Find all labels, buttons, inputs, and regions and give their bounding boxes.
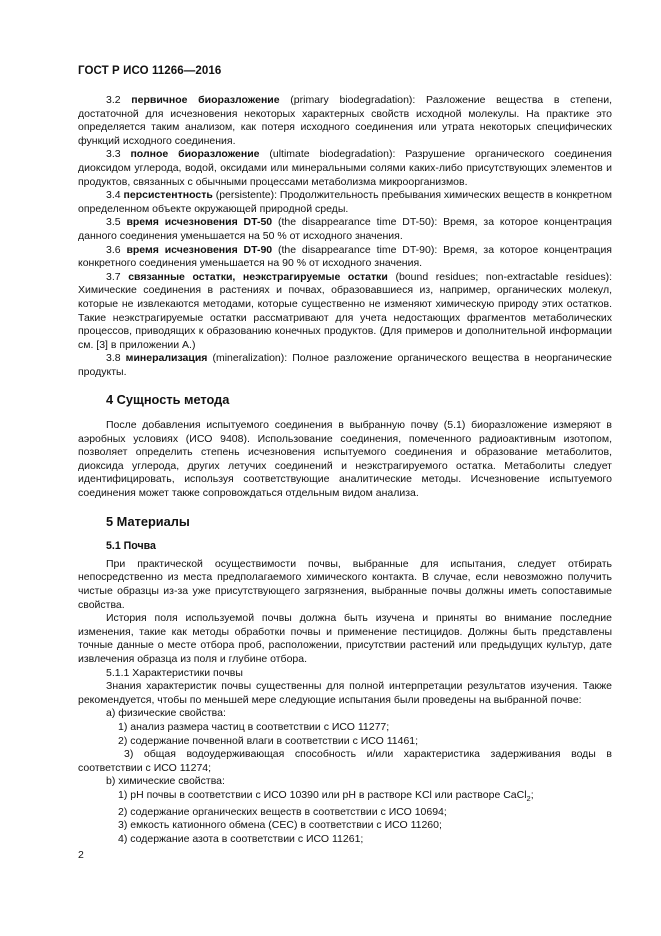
list-label-b: b) химические свойства:	[106, 775, 225, 788]
section-5-1-heading: 5.1 Почва	[106, 540, 156, 553]
definition-3-6: 3.6 время исчезновения DT-90 (the disappearance time DT-90): Время, за которое концентрация конкретного соединения уменьшается на 90 % от исходного значения.	[78, 243, 612, 270]
definition-3-7: 3.7 связанные остатки, неэкстрагируемые остатки (bound residues; non-extractable residues): Химические соединения в растениях и почвах, образовавшиеся из, например, органических молекул, которые не извлекаются методами, которые существенно не изменяют химическую природу этих остатков. Такие неэкстрагируемые остатки рассматривают для учета недостающих фрагментов метаболических процессов, приводящих к образованию конечных продуктов. (Для примеров и дополнительной информации см. [3] в приложении А.)	[78, 270, 612, 351]
list-item: 2) содержание почвенной влаги в соответствии с ИСО 11461;	[118, 734, 419, 747]
standard-designation: ГОСТ Р ИСО 11266—2016	[78, 65, 222, 77]
definition-3-2: 3.2 первичное биоразложение (primary biodegradation): Разложение вещества в степени, достаточной для исчезновения некоторых характерных свойств исходной молекулы. На практике это определяется таким анализом, как потеря исходного соединения или утрата некоторых специфических функций исходного соединения.	[78, 94, 612, 147]
section-4-text: После добавления испытуемого соединения в выбранную почву (5.1) биоразложение измеряют в аэробных условиях (ИСО 9408). Использование соединения, помеченного радиоактивным изотопом, позволяет определить степень исчезновения испытуемого соединения и образование метаболитов, диоксида углерода, других летучих соединений и неэкстрагируемого остатка. Метаболиты следует идентифицировать, используя соответствующие аналитические методы. Исчезновение испытуемого соединения может также сопровождаться отдельным видом анализа.	[78, 419, 612, 500]
term: время исчезновения DT-50	[126, 216, 273, 229]
page-number: 2	[78, 849, 84, 861]
term: первичное биоразложение	[131, 94, 280, 106]
list-item: 2) содержание органических веществ в соответствии с ИСО 10694;	[118, 805, 447, 818]
section-5-heading: 5 Материалы	[106, 513, 190, 529]
definition-3-4: 3.4 персистентность (persistente): Продолжительность пребывания химических веществ в конкретном определенном объекте окружающей природной среды.	[78, 189, 612, 215]
definition-3-5: 3.5 время исчезновения DT-50 (the disappearance time DT-50): Время, за которое концентрация данного соединения уменьшается на 50 % от исходного значения.	[78, 216, 612, 242]
list-label-a: а) физические свойства:	[106, 707, 226, 720]
term: связанные остатки, неэкстрагируемые остатки	[128, 270, 388, 283]
term: время исчезновения DT-90	[126, 243, 273, 256]
document-body	[78, 94, 612, 846]
list-item: 4) содержание азота в соответствии с ИСО 11261;	[118, 832, 364, 845]
section-5-1-1-heading: 5.1.1 Характеристики почвы	[106, 666, 243, 679]
paragraph: При практической осуществимости почвы, выбранные для испытания, следует отбирать непосредственно из места предполагаемого химического контакта. В случае, если невозможно получить чистые образцы из-за уже присутствующего загрязнения, выбранные почвы должны иметь сопоставимые свойства.	[78, 557, 612, 611]
list-item: 1) анализ размера частиц в соответствии с ИСО 11277;	[118, 720, 390, 733]
section-4-heading: 4 Сущность метода	[106, 392, 230, 408]
paragraph: История поля используемой почвы должна быть изучена и приняты во внимание последние изменения, такие как методы обработки почвы и применение пестицидов. Должны быть представлены точные данные о месте отбора проб, расположении, присутствии растений или предыдущих культур, дате извлечения образца из поля и глубине отбора.	[78, 612, 612, 665]
term: персистентность	[123, 189, 213, 202]
definition-3-8: 3.8 минерализация (mineralization): Полное разложение органического вещества в неорганические продукты.	[78, 352, 613, 378]
list-item: 1) pH почвы в соответствии с ИСО 10390 или pH в растворе KCl или растворе CaCl$_2$;	[118, 788, 534, 803]
list-item: 3) емкость катионного обмена (CEC) в соответствии с ИСО 11260;	[118, 819, 442, 832]
term: полное биоразложение	[130, 148, 260, 161]
definition-3-3: 3.3 полное биоразложение (ultimate biodegradation): Разрушение органического соединения диоксидом углерода, водой, оксидами или минеральными солями каких-либо присутствующих элементов и продуктов, связанных с обычными процессами метаболизма микроорганизмов.	[78, 148, 612, 188]
paragraph: Знания характеристик почвы существенны для полной интерпретации результатов изучения. Также рекомендуется, чтобы по меньшей мере следующие испытания были проведены на выбранной почве:	[78, 680, 612, 706]
list-item: 3) общая водоудерживающая способность и/или характеристика задерживания воды в соответствии с ИСО 11274;	[78, 748, 612, 774]
term: минерализация	[125, 352, 208, 365]
